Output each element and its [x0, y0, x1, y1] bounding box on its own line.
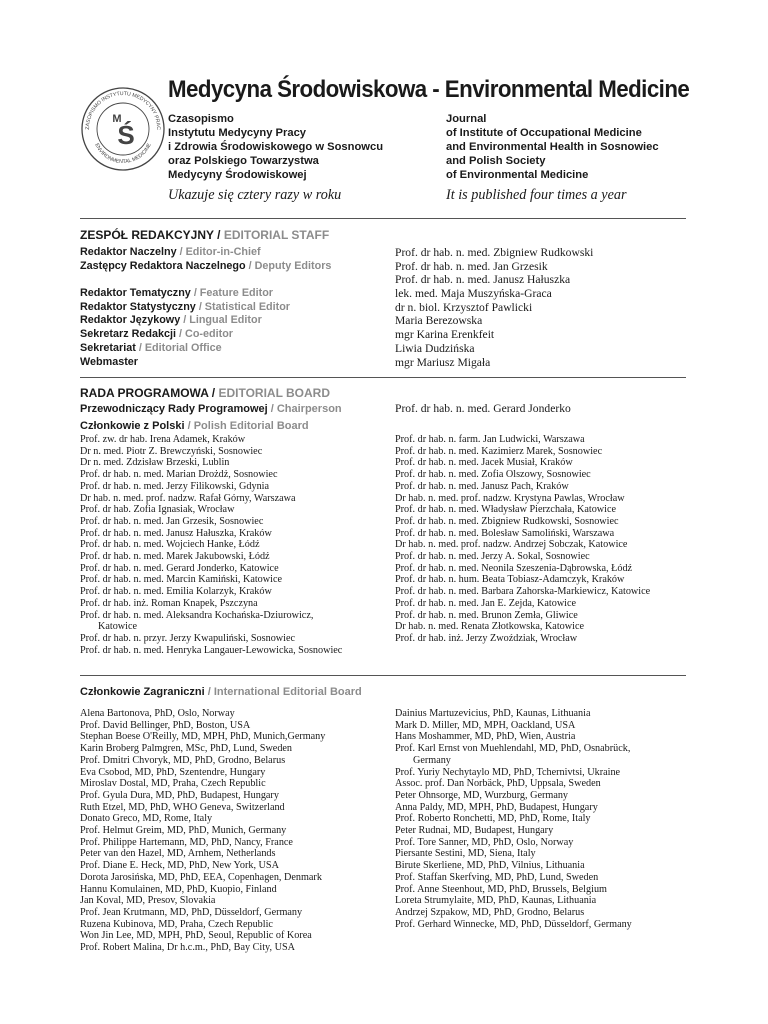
polish-board-list-right — [395, 434, 650, 645]
board-member: Mark D. Miller, MD, MPH, Oackland, USA — [395, 719, 576, 731]
divider — [80, 675, 686, 676]
staff-role-english: / Feature Editor — [193, 287, 274, 300]
staff-names-list — [395, 246, 593, 369]
board-member: Prof. Gerhard Winnecke, MD, PhD, Düsseldorf, Germany — [395, 918, 632, 930]
staff-role-polish: Redaktor Językowy — [80, 314, 181, 327]
board-member: Prof. dr hab. n. med. Marcin Kamiński, Katowice — [80, 574, 283, 586]
board-member: Prof. dr hab. n. med. Jerzy Filikowski, Gdynia — [80, 480, 270, 492]
publisher-line: Czasopismo — [168, 113, 234, 125]
board-member: Prof. Staffan Skerfving, MD, PhD, Lund, Sweden — [395, 871, 599, 883]
polish-board-label: Członkowie z Polski / Polish Editorial Board — [80, 420, 309, 432]
chairperson-label: Przewodniczący Rady Programowej / Chairperson — [80, 403, 342, 415]
staff-role-polish: Sekretariat — [80, 341, 136, 354]
staff-role-polish: Redaktor Tematyczny — [80, 287, 191, 300]
board-member: Prof. Tore Sanner, MD, PhD, Oslo, Norway — [395, 836, 574, 848]
staff-name: Prof. dr hab. n. med. Zbigniew Rudkowski — [395, 246, 594, 259]
board-member: Prof. dr hab. n. med. Emilia Kolarzyk, Kraków — [80, 586, 272, 598]
board-member: Prof. dr hab. n. med. Gerard Jonderko, Katowice — [80, 562, 279, 574]
board-member: Stephan Boese O'Reilly, MD, MPH, PhD, Munich,Germany — [80, 731, 326, 743]
staff-role — [80, 356, 331, 370]
staff-name: Maria Berezowska — [395, 314, 483, 328]
board-member: Prof. dr hab. n. med. Jacek Musiał, Kraków — [395, 457, 573, 469]
journal-logo — [80, 86, 166, 172]
board-member: Prof. dr hab. n. med. Aleksandra Kochańska-Dziurowicz, — [80, 609, 314, 621]
frequency-english: It is published four times a year — [446, 187, 627, 203]
logo-ring-bottom-text: ENVIRONMENTAL MEDICINE — [93, 142, 153, 166]
board-member: Germany — [413, 754, 451, 766]
board-member: Peter van den Hazel, MD, Arnhem, Netherlands — [80, 848, 276, 860]
board-member: Peter Ohnsorge, MD, Wurzburg, Germany — [395, 789, 569, 801]
board-member: Prof. dr hab. n. med. Kazimierz Marek, Sosnowiec — [395, 445, 603, 457]
board-member: Hannu Komulainen, MD, PhD, Kuopio, Finland — [80, 883, 277, 895]
staff-name: lek. med. Maja Muszyńska-Graca — [395, 287, 552, 301]
board-member: Prof. dr hab. n. farm. Jan Ludwicki, Warszawa — [395, 434, 585, 445]
journal-title: Medycyna Środowiskowa - Environmental Medicine — [168, 76, 690, 103]
logo-ring-top-text: ZASOPISMO INSTYTUTU MEDYCYNY PRAC — [84, 90, 162, 131]
board-member: Prof. David Bellinger, PhD, Boston, USA — [80, 719, 251, 731]
board-member: Prof. Roberto Ronchetti, MD, PhD, Rome, Italy — [395, 813, 591, 825]
board-member: Prof. Philippe Hartemann, MD, PhD, Nancy, France — [80, 836, 293, 848]
board-member: Prof. dr hab. inż. Jerzy Zwoździak, Wrocław — [395, 632, 578, 644]
board-member: Prof. dr hab. n. med. Brunon Zemła, Gliwice — [395, 609, 578, 621]
staff-role-english: / Co-editor — [179, 328, 234, 341]
board-member: Prof. dr hab. n. med. Wojciech Hanke, Łódź — [80, 539, 260, 551]
staff-role — [80, 328, 331, 342]
board-member: Dr hab. n. med. Renata Złotkowska, Katowice — [395, 621, 584, 633]
staff-name: Prof. dr hab. n. med. Jan Grzesik — [395, 259, 548, 273]
board-member: Ruzena Kubinova, MD, Praha, Czech Republic — [80, 918, 273, 930]
board-member: Dainius Martuzevicius, PhD, Kaunas, Lithuania — [395, 708, 591, 719]
board-member: Donato Greco, MD, Rome, Italy — [80, 813, 213, 825]
board-member: Prof. dr hab. n. med. Jerzy A. Sokal, Sosnowiec — [395, 551, 590, 563]
board-member: Karin Broberg Palmgren, MSc, PhD, Lund, Sweden — [80, 743, 293, 755]
board-member: Prof. dr hab. n. med. Jan E. Zejda, Katowice — [395, 597, 577, 609]
board-member: Jan Koval, MD, Presov, Slovakia — [80, 895, 216, 907]
publisher-line: and Environmental Health in Sosnowiec — [446, 141, 659, 153]
publisher-line: i Zdrowia Środowiskowego w Sosnowcu — [168, 141, 384, 153]
board-member: Assoc. prof. Dan Norbäck, PhD, Uppsala, Sweden — [395, 778, 601, 790]
board-member: Prof. Anne Steenhout, MD, PhD, Brussels, Belgium — [395, 883, 607, 895]
board-member: Prof. dr hab. n. med. Neonila Szeszenia-Dąbrowska, Łódź — [395, 562, 633, 574]
board-member: Prof. dr hab. n. hum. Beata Tobiasz-Adamczyk, Kraków — [395, 574, 625, 586]
board-member: Birute Skerliene, MD, PhD, Vilnius, Lithuania — [395, 860, 585, 872]
staff-role — [80, 273, 331, 287]
international-board-list-right — [395, 708, 632, 930]
board-member: Dr n. med. Piotr Z. Brewczyński, Sosnowiec — [80, 445, 263, 457]
board-member: Piersante Sestini, MD, Siena, Italy — [395, 848, 536, 860]
logo-monogram-m: M — [112, 113, 122, 125]
board-member: Prof. dr hab. n. med. Barbara Zahorska-Markiewicz, Katowice — [395, 586, 651, 598]
staff-role-english: / Editorial Office — [138, 341, 222, 354]
publisher-line: Journal — [446, 113, 487, 125]
staff-name: Prof. dr hab. n. med. Janusz Hałuszka — [395, 273, 571, 287]
board-member: Peter Rudnai, MD, Budapest, Hungary — [395, 825, 554, 837]
staff-role-polish: Redaktor Naczelny — [80, 246, 177, 258]
publisher-polish — [168, 112, 383, 182]
board-member: Prof. Robert Malina, Dr h.c.m., PhD, Bay City, USA — [80, 942, 295, 954]
staff-role-polish: Webmaster — [80, 355, 139, 368]
board-member: Prof. dr hab. n. med. Zbigniew Rudkowski, Sosnowiec — [395, 515, 619, 527]
board-member: Prof. Diane E. Heck, MD, PhD, New York, USA — [80, 860, 279, 872]
divider — [80, 377, 686, 378]
board-member: Miroslav Dostal, MD, Praha, Czech Republic — [80, 778, 266, 790]
board-member: Won Jin Lee, MD, MPH, PhD, Seoul, Republic of Korea — [80, 930, 312, 942]
publisher-line: and Polish Society — [446, 155, 546, 167]
international-board-label: Członkowie Zagraniczni / International Editorial Board — [80, 686, 362, 698]
board-member: Prof. Dmitri Chvoryk, MD, PhD, Grodno, Belarus — [80, 754, 286, 766]
international-board-list-left — [80, 708, 325, 954]
staff-role-english: / Lingual Editor — [183, 314, 262, 327]
board-member: Prof. dr hab. inż. Roman Knapek, Pszczyna — [80, 597, 258, 609]
board-member: Anna Paldy, MD, MPH, PhD, Budapest, Hungary — [395, 801, 598, 813]
staff-role-english: / Statistical Editor — [198, 300, 291, 313]
board-member: Ruth Etzel, MD, PhD, WHO Geneva, Switzerland — [80, 801, 285, 813]
board-member: Dr n. med. Zdzisław Brzeski, Lublin — [80, 457, 230, 469]
board-member: Prof. dr hab. n. med. Marian Drożdż, Sosnowiec — [80, 469, 278, 481]
staff-role — [80, 246, 331, 260]
staff-role — [80, 342, 331, 356]
board-member: Prof. dr hab. n. med. Janusz Hałuszka, Kraków — [80, 527, 272, 539]
board-member: Prof. Gyula Dura, MD, PhD, Budapest, Hungary — [80, 789, 279, 801]
board-member: Dr hab. n. med. prof. nadzw. Krystyna Pawlas, Wrocław — [395, 492, 625, 504]
staff-name: Liwia Dudzińska — [395, 341, 475, 355]
staff-role — [80, 301, 331, 315]
board-member: Prof. dr hab. n. med. Janusz Pach, Kraków — [395, 480, 569, 492]
divider — [80, 218, 686, 219]
board-member: Prof. dr hab. n. med. Zofia Olszowy, Sosnowiec — [395, 469, 591, 481]
board-member: Alena Bartonova, PhD, Oslo, Norway — [80, 708, 235, 719]
board-member: Loreta Strumylaite, MD, PhD, Kaunas, Lithuania — [395, 895, 597, 907]
publisher-line: Medycyny Środowiskowej — [168, 169, 307, 181]
staff-role-english: / Editor-in-Chief — [179, 246, 261, 258]
staff-role-polish: Redaktor Statystyczny — [80, 300, 196, 313]
publisher-line: of Environmental Medicine — [446, 169, 589, 181]
staff-role — [80, 260, 331, 274]
editorial-board-heading: RADA PROGRAMOWA / EDITORIAL BOARD — [80, 386, 331, 400]
board-member: Prof. dr hab. n. med. Jan Grzesik, Sosnowiec — [80, 515, 264, 527]
board-member: Eva Csobod, MD, PhD, Szentendre, Hungary — [80, 766, 266, 778]
staff-role-english: / Deputy Editors — [248, 259, 332, 272]
board-member: Andrzej Szpakow, MD, PhD, Grodno, Belarus — [395, 906, 585, 918]
publisher-line: Instytutu Medycyny Pracy — [168, 127, 307, 139]
chairperson-name: Prof. dr hab. n. med. Gerard Jonderko — [395, 402, 571, 415]
board-member: Prof. Helmut Greim, MD, PhD, Munich, Germany — [80, 825, 287, 837]
board-member: Dr hab. n. med. prof. nadzw. Andrzej Sobczak, Katowice — [395, 539, 628, 551]
staff-roles-list — [80, 246, 331, 369]
board-member: Prof. dr hab. n. med. Henryka Langauer-Lewowicka, Sosnowiec — [80, 644, 343, 656]
polish-board-list-left — [80, 434, 342, 656]
board-member: Prof. dr hab. Zofia Ignasiak, Wrocław — [80, 504, 235, 516]
board-member: Prof. Yuriy Nechytaylo MD, PhD, Tchernivtsi, Ukraine — [395, 766, 621, 778]
board-member: Prof. zw. dr hab. Irena Adamek, Kraków — [80, 434, 246, 445]
staff-role — [80, 287, 331, 301]
publisher-line: of Institute of Occupational Medicine — [446, 127, 642, 139]
board-member: Prof. dr hab. n. med. Bolesław Samoliński, Warszawa — [395, 527, 615, 539]
staff-role-polish: Sekretarz Redakcji — [80, 328, 177, 341]
board-member: Prof. Karl Ernst von Muehlendahl, MD, PhD, Osnabrück, — [395, 743, 631, 755]
staff-name: mgr Mariusz Migała — [395, 355, 491, 369]
board-member: Dorota Jarosińska, MD, PhD, EEA, Copenhagen, Denmark — [80, 871, 322, 883]
board-member: Prof. dr hab. n. med. Władysław Pierzchała, Katowice — [395, 504, 617, 516]
board-member: Katowice — [98, 621, 138, 633]
staff-name: mgr Karina Erenkfeit — [395, 328, 495, 342]
board-member: Prof. dr hab. n. przyr. Jerzy Kwapuliński, Sosnowiec — [80, 632, 296, 644]
frequency-polish: Ukazuje się cztery razy w roku — [168, 187, 342, 203]
staff-role — [80, 314, 331, 328]
staff-role-polish: Zastępcy Redaktora Naczelnego — [80, 259, 246, 272]
board-member: Prof. dr hab. n. med. Marek Jakubowski, Łódź — [80, 551, 270, 563]
board-member: Dr hab. n. med. prof. nadzw. Rafał Górny, Warszawa — [80, 492, 296, 504]
logo-monogram-s: Ś — [117, 120, 135, 150]
board-member: Hans Moshammer, MD, PhD, Wien, Austria — [395, 731, 576, 743]
board-member: Prof. Jean Krutmann, MD, PhD, Düsseldorf, Germany — [80, 906, 303, 918]
editorial-staff-heading: ZESPÓŁ REDAKCYJNY / EDITORIAL STAFF — [80, 228, 330, 242]
publisher-english — [446, 112, 659, 182]
staff-name: dr n. biol. Krzysztof Pawlicki — [395, 300, 533, 314]
publisher-line: oraz Polskiego Towarzystwa — [168, 155, 319, 167]
